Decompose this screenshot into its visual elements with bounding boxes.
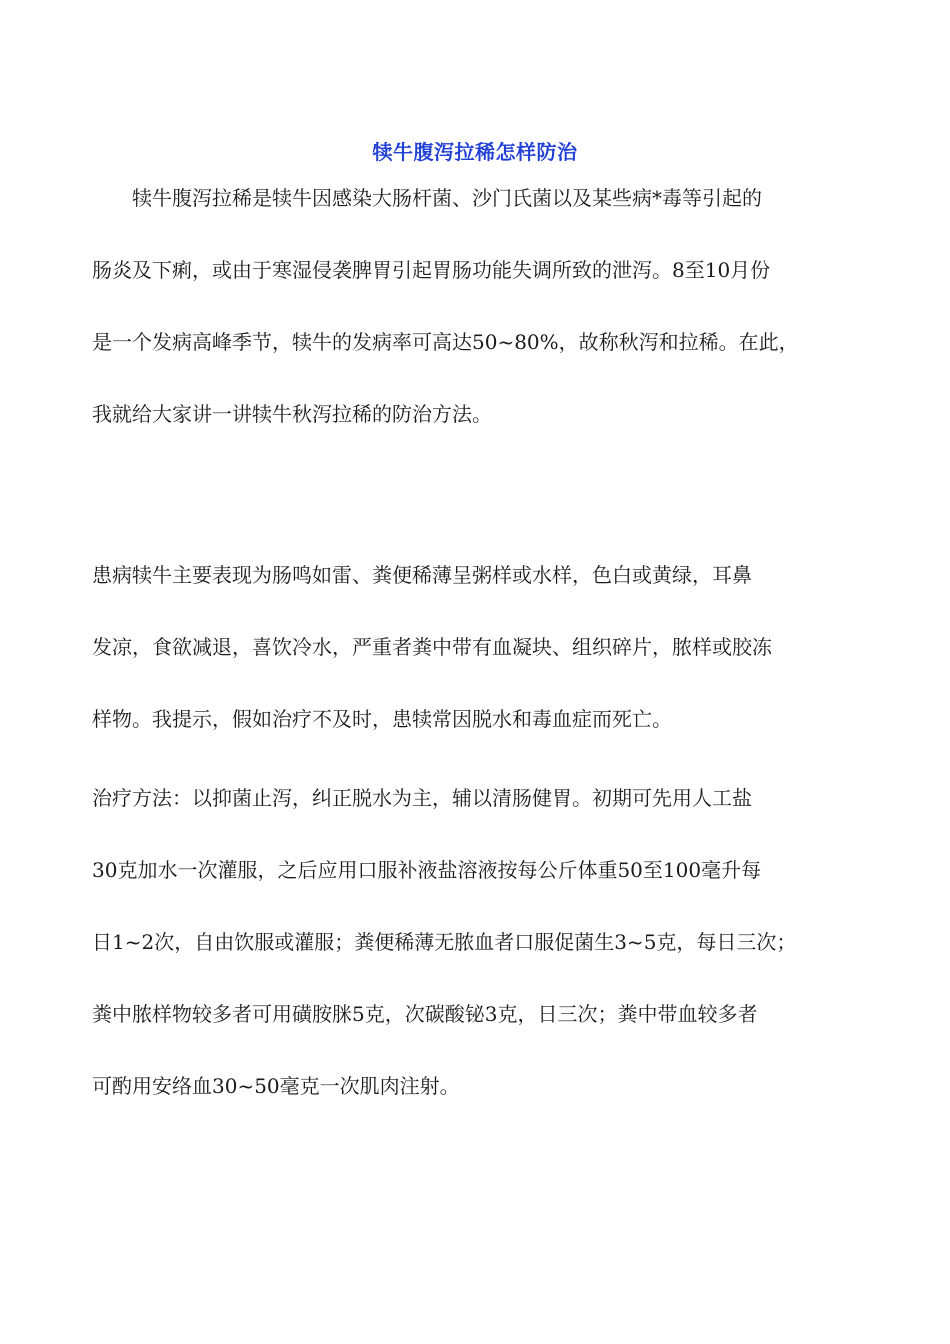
paragraph-line: 可酌用安络血30~50毫克一次肌肉注射。	[92, 1074, 460, 1098]
paragraph-line: 是一个发病高峰季节，犊牛的发病率可高达50~80%，故称秋泻和拉稀。在此，	[92, 330, 799, 354]
paragraph-line: 30克加水一次灌服，之后应用口服补液盐溶液按每公斤体重50至100毫升每	[92, 858, 762, 882]
document-title: 犊牛腹泻拉稀怎样防治	[372, 140, 578, 164]
paragraph-line: 肠炎及下痢，或由于寒湿侵袭脾胃引起胃肠功能失调所致的泄泻。8至10月份	[92, 258, 771, 282]
paragraph-line: 样物。我提示，假如治疗不及时，患犊常因脱水和毒血症而死亡。	[92, 707, 672, 731]
paragraph-treatment	[92, 762, 867, 1122]
paragraph-symptoms	[92, 539, 867, 755]
paragraph-intro	[92, 162, 867, 450]
paragraph-line: 治疗方法：以抑菌止泻，纠正脱水为主，辅以清肠健胃。初期可先用人工盐	[92, 786, 752, 810]
paragraph-line: 粪中脓样物较多者可用磺胺脒5克，次碳酸铋3克，日三次；粪中带血较多者	[92, 1002, 758, 1026]
paragraph-line: 发凉，食欲减退，喜饮冷水，严重者粪中带有血凝块、组织碎片，脓样或胶冻	[92, 635, 772, 659]
paragraph-line: 犊牛腹泻拉稀是犊牛因感染大肠杆菌、沙门氏菌以及某些病*毒等引起的	[92, 186, 762, 210]
paragraph-line: 日1~2次，自由饮服或灌服；粪便稀薄无脓血者口服促菌生3~5克，每日三次；	[92, 930, 797, 954]
paragraph-line: 我就给大家讲一讲犊牛秋泻拉稀的防治方法。	[92, 402, 492, 426]
paragraph-line: 患病犊牛主要表现为肠鸣如雷、粪便稀薄呈粥样或水样，色白或黄绿，耳鼻	[92, 563, 752, 587]
